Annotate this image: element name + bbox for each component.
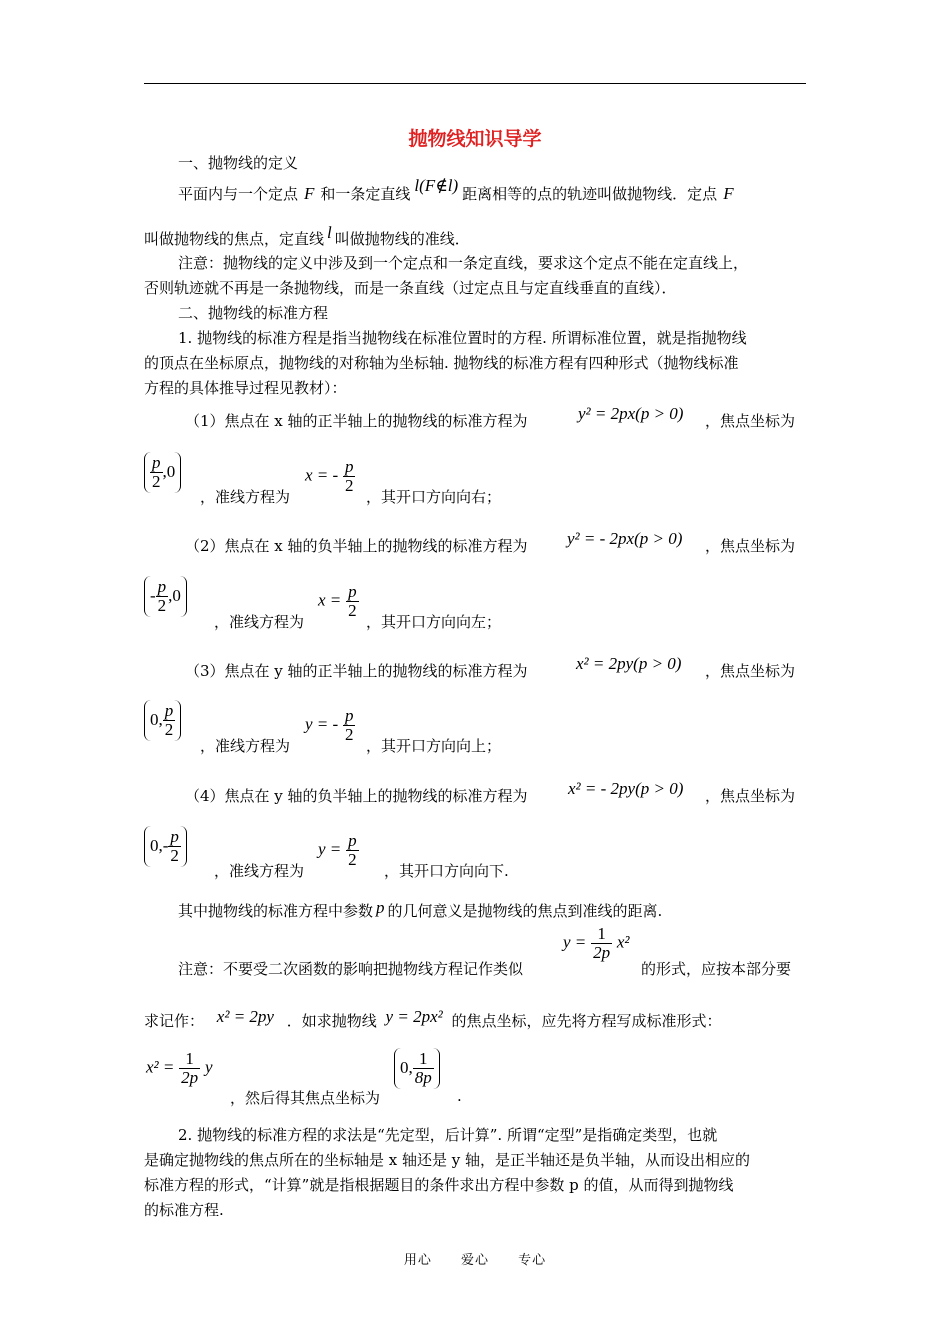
case-3-mid: ，准线方程为 — [200, 737, 291, 755]
case-3-directrix: y = - $\frac{p}{2}$ — [305, 706, 354, 744]
footer-text-3: 专心 — [518, 1253, 547, 1268]
note-1-line-1: 注意：抛物线的定义中涉及到一个定点和一条定直线，要求这个定点不能在定直线上， — [178, 254, 749, 272]
case-4-lead: （4）焦点在 y 轴的负半轴上的抛物线的标准方程为 — [185, 787, 528, 805]
case-1-focus: $\frac{p}{2}$ ,0 — [144, 452, 181, 493]
case-2-tail: ，焦点坐标为 — [705, 537, 796, 555]
case-3-equation: x² = 2py(p > 0) — [576, 654, 682, 673]
parameter-meaning: 其中抛物线的标准方程中参数 p 的几何意义是抛物线的焦点到准线的距离. — [178, 898, 663, 920]
page-footer — [0, 1249, 950, 1268]
para-2-line-2: 是确定抛物线的焦点所在的坐标轴是 x 轴还是 y 轴，是正半轴还是负半轴，从而设出相应的 — [144, 1151, 751, 1169]
note-2-line-1: 注意：不要受二次函数的影响把抛物线方程记作类似 — [178, 960, 524, 978]
case-2-lead: （2）焦点在 x 轴的负半轴上的抛物线的标准方程为 — [185, 537, 528, 555]
note-2-line-2: 求记作： x² = 2py ．如求抛物线 y = 2px² 的焦点坐标，应先将方程写成标准形式： — [144, 1007, 722, 1030]
para-1-line-2: 的顶点在坐标原点，抛物线的对称轴为坐标轴. 抛物线的标准方程有四种形式（抛物线标准 — [144, 354, 739, 372]
footer-text-2: 爱心 — [460, 1253, 489, 1268]
note-2-focus: 0, $\frac{1}{8p}$ — [394, 1048, 440, 1089]
case-4-end: ，其开口方向向下. — [384, 862, 509, 880]
case-2-directrix: x = $\frac{p}{2}$ — [318, 582, 357, 620]
case-2-mid: ，准线方程为 — [214, 613, 305, 631]
case-3-tail: ，焦点坐标为 — [705, 662, 796, 680]
case-1-lead: （1）焦点在 x 轴的正半轴上的抛物线的标准方程为 — [185, 412, 528, 430]
note-2-equation-1: y = $\frac{1}{2p}$ x² — [563, 924, 630, 962]
para-2-line-4: 的标准方程. — [144, 1201, 224, 1219]
note-2-line-3: ，然后得其焦点坐标为 — [230, 1089, 381, 1107]
note-2-line-1-tail: 的形式，应按本部分要 — [641, 960, 792, 978]
case-2-focus: - $\frac{p}{2}$ ,0 — [144, 576, 187, 617]
case-2-end: ，其开口方向向左； — [366, 613, 502, 631]
case-1-tail: ，焦点坐标为 — [705, 412, 796, 430]
header-rule — [144, 83, 806, 84]
case-1-mid: ，准线方程为 — [200, 488, 291, 506]
case-2-equation: y² = - 2px(p > 0) — [567, 529, 683, 548]
case-3-lead: （3）焦点在 y 轴的正半轴上的抛物线的标准方程为 — [185, 662, 528, 680]
section-2-heading: 二、抛物线的标准方程 — [178, 304, 329, 322]
para-2-line-1: 2. 抛物线的标准方程的求法是“先定型，后计算”. 所谓“定型”是指确定类型，也就 — [178, 1126, 718, 1144]
case-3-focus: 0, $\frac{p}{2}$ — [144, 700, 181, 741]
para-2-line-3: 标准方程的形式，“计算”就是指根据题目的条件求出方程中参数 p 的值，从而得到抛物线 — [144, 1176, 734, 1194]
note-1-line-2: 否则轨迹就不再是一条抛物线，而是一条直线（过定点且与定直线垂直的直线）． — [144, 279, 677, 297]
section-1-heading: 一、抛物线的定义 — [178, 154, 299, 172]
case-4-tail: ，焦点坐标为 — [705, 787, 796, 805]
case-1-equation: y² = 2px(p > 0) — [578, 404, 684, 423]
case-4-focus: 0,- $\frac{p}{2}$ — [144, 826, 187, 867]
footer-text-1: 用心 — [403, 1253, 432, 1268]
case-4-equation: x² = - 2py(p > 0) — [568, 779, 684, 798]
case-1-end: ，其开口方向向右； — [366, 488, 502, 506]
case-4-mid: ，准线方程为 — [214, 862, 305, 880]
case-4-directrix: y = $\frac{p}{2}$ — [318, 831, 357, 869]
definition-line-2: 叫做抛物线的焦点，定直线 l 叫做抛物线的准线． — [144, 223, 470, 248]
para-1-line-1: 1. 抛物线的标准方程是指当抛物线在标准位置时的方程. 所谓标准位置，就是指抛物线 — [178, 329, 747, 347]
definition-line-1: 平面内与一个定点 F 和一条定直线 l(F∉l) 距离相等的点的轨迹叫做抛物线．定点 F — [178, 176, 734, 203]
case-3-end: ，其开口方向向上； — [366, 737, 502, 755]
page-title: 抛物线知识导学 — [408, 128, 542, 150]
note-2-period: . — [457, 1087, 462, 1105]
note-2-equation-4: x² = $\frac{1}{2p}$ y — [146, 1049, 213, 1087]
case-1-directrix: x = - $\frac{p}{2}$ — [305, 457, 354, 495]
para-1-line-3: 方程的具体推导过程见教材）： — [144, 379, 347, 397]
